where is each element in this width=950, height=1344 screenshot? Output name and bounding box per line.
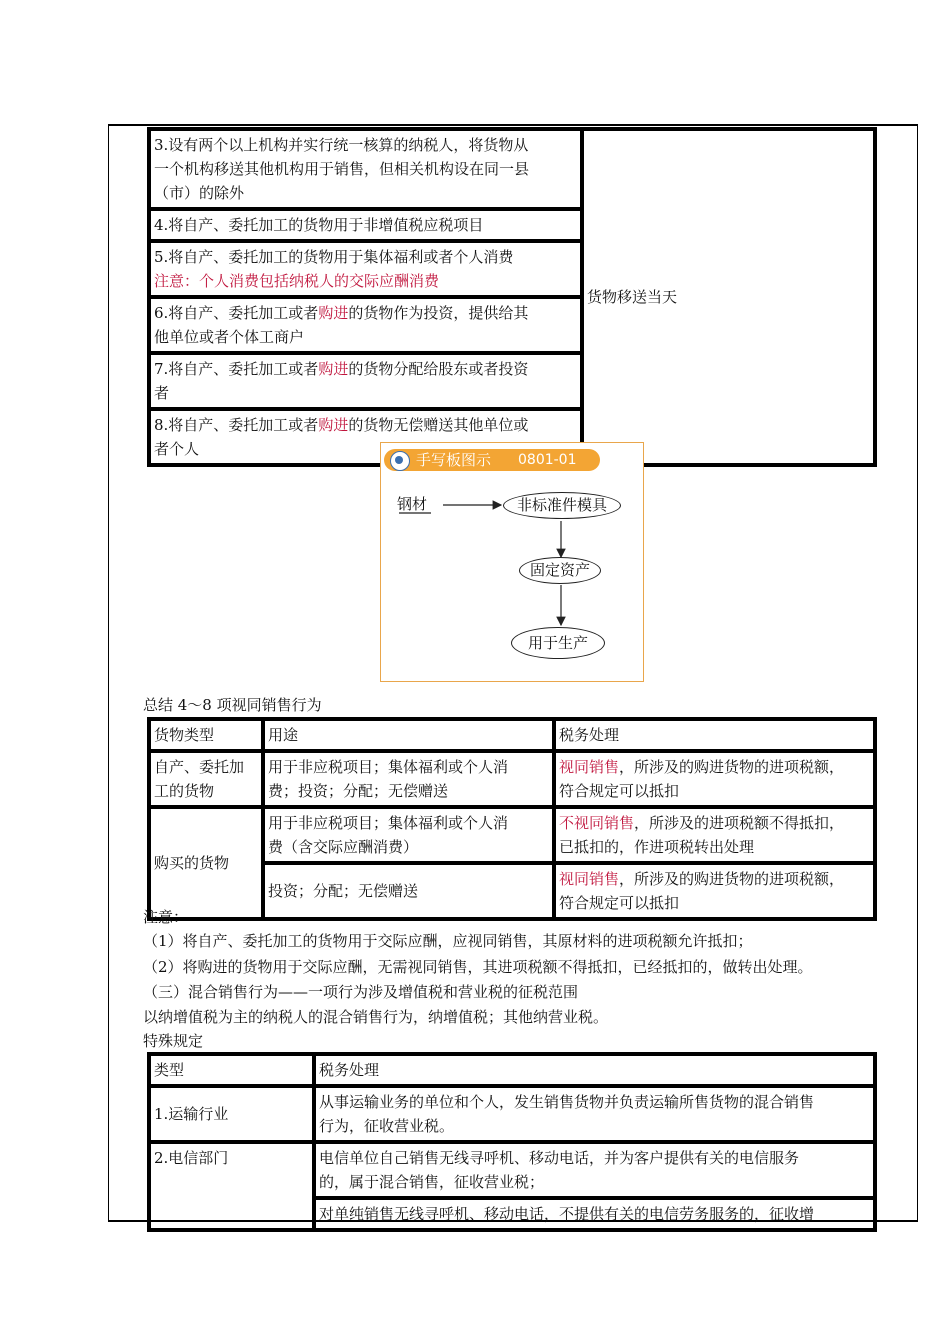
node-mold: 非标准件模具: [503, 492, 621, 519]
table-cell: [314, 1086, 875, 1142]
cell-line: 自产、委托加: [154, 758, 245, 776]
note-item: （2）将购进的货物用于交际应酬，无需视同销售，其进项税额不得抵扣，已经抵扣的，做转出处理。: [143, 958, 813, 976]
highlight: 不视同销售: [559, 814, 635, 832]
header-cell: 税务处理: [314, 1054, 875, 1086]
table-cell: [149, 241, 582, 297]
cell-line: 者: [154, 384, 170, 402]
node-production: 用于生产: [511, 627, 605, 659]
text: 6.将自产、委托加工或者: [154, 304, 319, 322]
table-cell: [149, 751, 263, 807]
handwriting-diagram: [380, 442, 644, 682]
deemed-sales-table: [147, 127, 877, 467]
highlight: 视同销售: [559, 870, 620, 888]
cell-line: [559, 867, 870, 891]
table-cell: [149, 129, 582, 209]
table-cell: 投资；分配；无偿赠送: [263, 863, 554, 919]
cell-line: （市）的除外: [154, 184, 245, 202]
source-label: 钢材: [397, 495, 428, 513]
cell-line: 者个人: [154, 440, 200, 458]
cell-line: [559, 811, 870, 835]
table-cell: 2.电信部门: [149, 1142, 314, 1230]
table-cell: [149, 353, 582, 409]
text: ，所涉及的进项税额不得抵扣，: [634, 814, 845, 832]
table-row: [149, 129, 875, 209]
paragraph: 以纳增值税为主的纳税人的混合销售行为，纳增值税；其他纳营业税。: [143, 1008, 609, 1026]
node-fixed-asset: 固定资产: [519, 557, 601, 584]
badge-code: 0801-01: [518, 452, 577, 468]
table-header-row: [149, 1054, 875, 1086]
text: ，所涉及的购进货物的进项税额，: [619, 758, 845, 776]
table-cell: [554, 751, 875, 807]
table-cell: [263, 751, 554, 807]
highlight: 购进: [318, 416, 349, 434]
text: 7.将自产、委托加工或者: [154, 360, 319, 378]
table-row: [149, 807, 875, 863]
table-cell: [554, 863, 875, 919]
highlight: 视同销售: [559, 758, 620, 776]
timing-cell: 货物移送当天: [582, 129, 875, 465]
text: 的货物无偿赠送其他单位或: [348, 416, 529, 434]
cell-line: 符合规定可以抵扣: [559, 894, 680, 912]
badge-title: 手写板图示: [416, 451, 492, 469]
section-heading: （三）混合销售行为——一项行为涉及增值税和营业税的征税范围: [143, 983, 579, 1001]
summary-table: [147, 717, 877, 921]
table-row: [149, 1086, 875, 1142]
highlight: 购进: [318, 304, 349, 322]
cell-line: [154, 301, 577, 325]
cell-line: 费（含交际应酬消费）: [268, 838, 419, 856]
note-title: 注意：: [143, 908, 189, 926]
cell-line: 一个机构移送其他机构用于销售，但相关机构设在同一县: [154, 160, 530, 178]
cell-line: 已抵扣的，作进项税转出处理: [559, 838, 755, 856]
header-cell: 货物类型: [149, 719, 263, 751]
header-cell: 用途: [263, 719, 554, 751]
cell-line: 用于非应税项目；集体福利或个人消: [268, 758, 509, 776]
cell-line: 5.将自产、委托加工的货物用于集体福利或者个人消费: [154, 248, 514, 266]
highlight: 购进: [318, 360, 349, 378]
cell-line: 他单位或者个体工商户: [154, 328, 305, 346]
text: ，所涉及的购进货物的进项税额，: [619, 870, 845, 888]
table-cell: [149, 209, 582, 241]
subheading: 特殊规定: [143, 1032, 204, 1050]
cell-line: 电信单位自己销售无线寻呼机、移动电话，并为客户提供有关的电信服务: [319, 1149, 800, 1167]
table-row: [149, 751, 875, 807]
table-cell: [263, 807, 554, 863]
cell-line: 工的货物: [154, 782, 215, 800]
special-rules-table: [147, 1052, 877, 1232]
table-cell: [554, 807, 875, 863]
cell-line: 行为，征收营业税。: [319, 1117, 455, 1135]
table-cell: [314, 1142, 875, 1198]
text: 8.将自产、委托加工或者: [154, 416, 319, 434]
summary-title: 总结 4～8 项视同销售行为: [143, 696, 322, 714]
table-row: [149, 1142, 875, 1198]
header-cell: 类型: [149, 1054, 314, 1086]
cell-line: 3.设有两个以上机构并实行统一核算的纳税人，将货物从: [154, 136, 529, 154]
text: 的货物分配给股东或者投资: [348, 360, 529, 378]
table-cell: 1.运输行业: [149, 1086, 314, 1142]
cell-line: [559, 755, 870, 779]
table-cell: [149, 297, 582, 353]
cell-line: 的，属于混合销售，征收营业税；: [319, 1173, 545, 1191]
cell-line: [154, 413, 577, 437]
text: 的货物作为投资，提供给其: [348, 304, 529, 322]
header-cell: 税务处理: [554, 719, 875, 751]
cell-line: 4.将自产、委托加工的货物用于非增值税应税项目: [154, 216, 484, 234]
note-line: 注意：个人消费包括纳税人的交际应酬消费: [154, 272, 440, 290]
cell-line: 符合规定可以抵扣: [559, 782, 680, 800]
cell-line: [154, 357, 577, 381]
cell-line: 用于非应税项目；集体福利或个人消: [268, 814, 509, 832]
cell-line: 从事运输业务的单位和个人，发生销售货物并负责运输所售货物的混合销售: [319, 1093, 815, 1111]
table-cell: 购买的货物: [149, 807, 263, 919]
table-header-row: [149, 719, 875, 751]
table-cell: 对单纯销售无线寻呼机、移动电话，不提供有关的电信劳务服务的，征收增: [314, 1198, 875, 1230]
cell-line: 费；投资；分配；无偿赠送: [268, 782, 449, 800]
note-item: （1）将自产、委托加工的货物用于交际应酬，应视同销售，其原材料的进项税额允许抵扣；: [143, 932, 753, 950]
